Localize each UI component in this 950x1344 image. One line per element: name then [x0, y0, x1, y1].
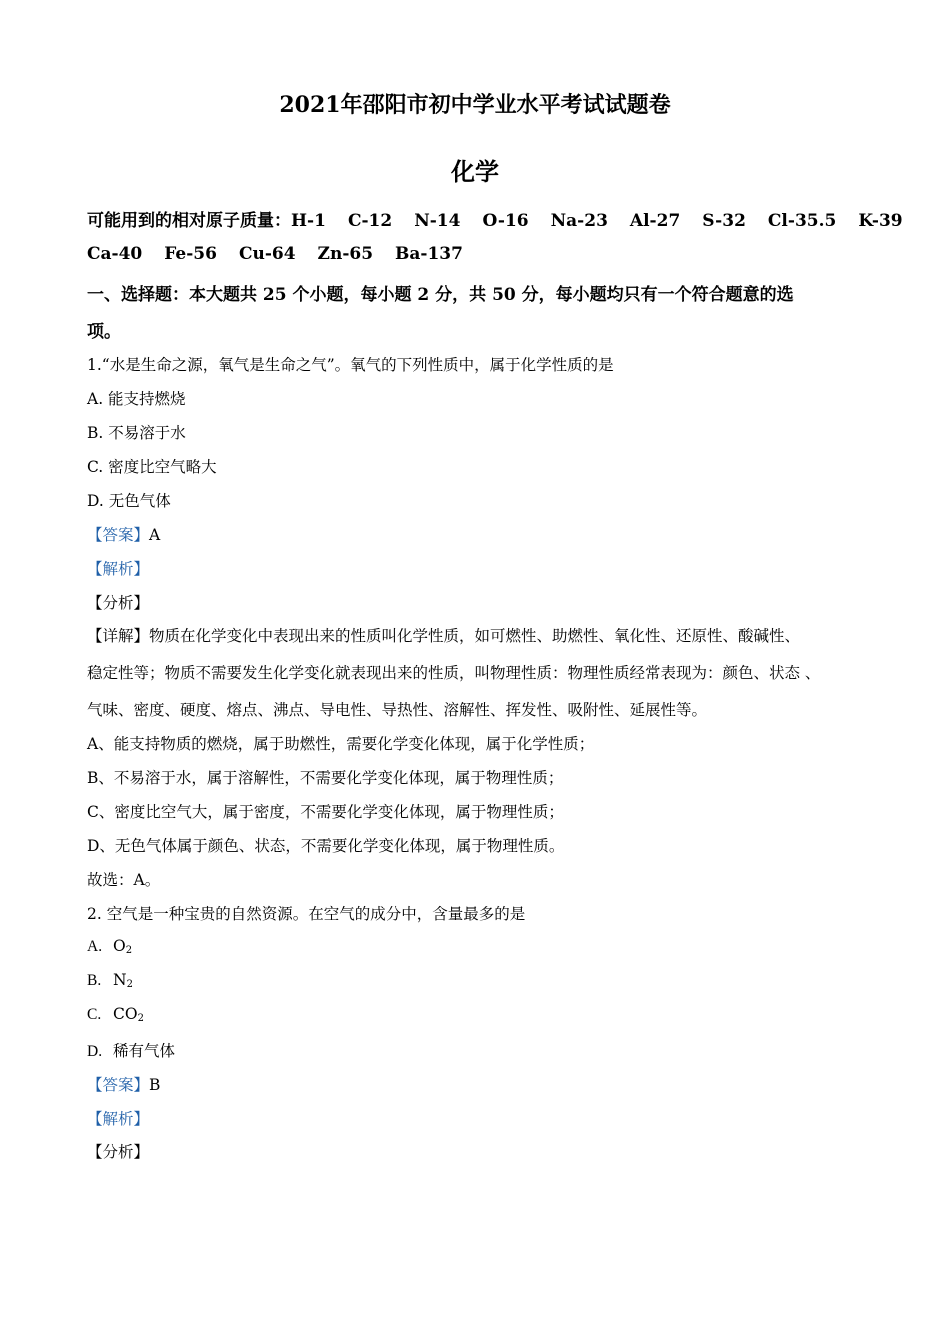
q1-option-d: D. 无色气体	[87, 492, 171, 510]
option-letter: D.	[87, 1043, 103, 1060]
answer-value: B	[149, 1076, 161, 1094]
q2-option-d	[87, 1039, 175, 1061]
option-text: N	[113, 971, 127, 989]
q2-stem: 2. 空气是一种宝贵的自然资源。在空气的成分中，含量最多的是	[87, 905, 526, 923]
atomic-mass-item: Cu-64	[238, 244, 296, 264]
atomic-mass-item: O-16	[482, 211, 529, 231]
option-letter: C.	[87, 1006, 102, 1023]
atomic-mass-item: Zn-65	[317, 244, 374, 264]
q1-conclusion: 故选：A。	[87, 871, 161, 889]
atomic-mass-item: C-12	[347, 211, 393, 231]
atomic-mass-item: Ba-137	[395, 244, 463, 264]
q2-option-b	[87, 971, 133, 990]
atomic-mass-item: Cl-35.5	[767, 211, 837, 231]
atomic-mass-item: N-14	[414, 211, 461, 231]
q1-fenxi-tag: 【分析】	[87, 594, 150, 612]
q2-analysis-tag: 【解析】	[87, 1110, 150, 1128]
q1-detail-line-2: 稳定性等；物质不需要发生化学变化就表现出来的性质，叫物理性质：物理性质经常表现为：颜色、状态 、	[87, 664, 821, 682]
answer-tag: 【答案】	[87, 1076, 150, 1094]
atomic-mass-item: H-1	[291, 211, 326, 231]
q1-analysis-tag: 【解析】	[87, 560, 150, 578]
atomic-mass-item: Al-27	[629, 211, 681, 231]
detail-tag: 【详解】	[87, 627, 150, 645]
exam-title: 2021年邵阳市初中学业水平考试试题卷	[279, 92, 671, 118]
answer-tag: 【答案】	[87, 526, 150, 544]
subscript: 2	[126, 979, 133, 990]
section-heading: 一、选择题：本大题共 25 个小题，每小题 2 分，共 50 分，每小题均只有一个符合题意的选	[87, 285, 794, 305]
subject-title: 化学	[451, 157, 499, 186]
q1-explanation-c: C、密度比空气大，属于密度，不需要化学变化体现，属于物理性质；	[87, 803, 564, 821]
q1-answer	[87, 523, 160, 545]
q2-option-a	[87, 937, 132, 956]
answer-value: A	[149, 526, 161, 544]
q1-detail-line-3: 气味、密度、硬度、熔点、沸点、导电性、导热性、溶解性、挥发性、吸附性、延展性等。	[87, 701, 708, 719]
atomic-mass-item: Fe-56	[164, 244, 217, 264]
q1-explanation-b: B、不易溶于水，属于溶解性，不需要化学变化体现，属于物理性质；	[87, 769, 564, 787]
atomic-mass-item: K-39	[858, 211, 903, 231]
option-text: O	[113, 937, 126, 955]
q1-option-c: C. 密度比空气略大	[87, 458, 217, 476]
option-letter: B.	[87, 972, 102, 989]
subscript: 2	[125, 945, 133, 956]
atomic-mass-item: Ca-40	[87, 244, 143, 264]
section-heading-cont: 项。	[87, 322, 121, 342]
q2-fenxi-tag: 【分析】	[87, 1143, 150, 1161]
atomic-mass-line-1	[87, 206, 925, 231]
q1-detail-line-1	[87, 624, 800, 646]
option-letter: A.	[87, 938, 103, 955]
q1-explanation-a: A、能支持物质的燃烧，属于助燃性，需要化学变化体现，属于化学性质；	[87, 735, 595, 753]
detail-text: 物质在化学变化中表现出来的性质叫化学性质，如可燃性、助燃性、氧化性、还原性、酸碱性、	[149, 627, 801, 645]
option-text: CO	[113, 1005, 138, 1023]
option-text: 稀有气体	[113, 1042, 176, 1060]
atomic-mass-item: S-32	[702, 211, 746, 231]
atomic-mass-line-2	[87, 244, 485, 264]
atomic-mass-label: 可能用到的相对原子质量：	[87, 211, 291, 231]
q2-answer	[87, 1073, 160, 1095]
atomic-mass-item: Na-23	[550, 211, 608, 231]
q2-option-c	[87, 1005, 144, 1024]
q1-option-a: A. 能支持燃烧	[87, 390, 186, 408]
q1-option-b: B. 不易溶于水	[87, 424, 186, 442]
subscript: 2	[137, 1013, 144, 1024]
q1-explanation-d: D、无色气体属于颜色、状态，不需要化学变化体现，属于物理性质。	[87, 837, 565, 855]
q1-stem: 1.“水是生命之源，氧气是生命之气”。氧气的下列性质中，属于化学性质的是	[87, 356, 614, 374]
